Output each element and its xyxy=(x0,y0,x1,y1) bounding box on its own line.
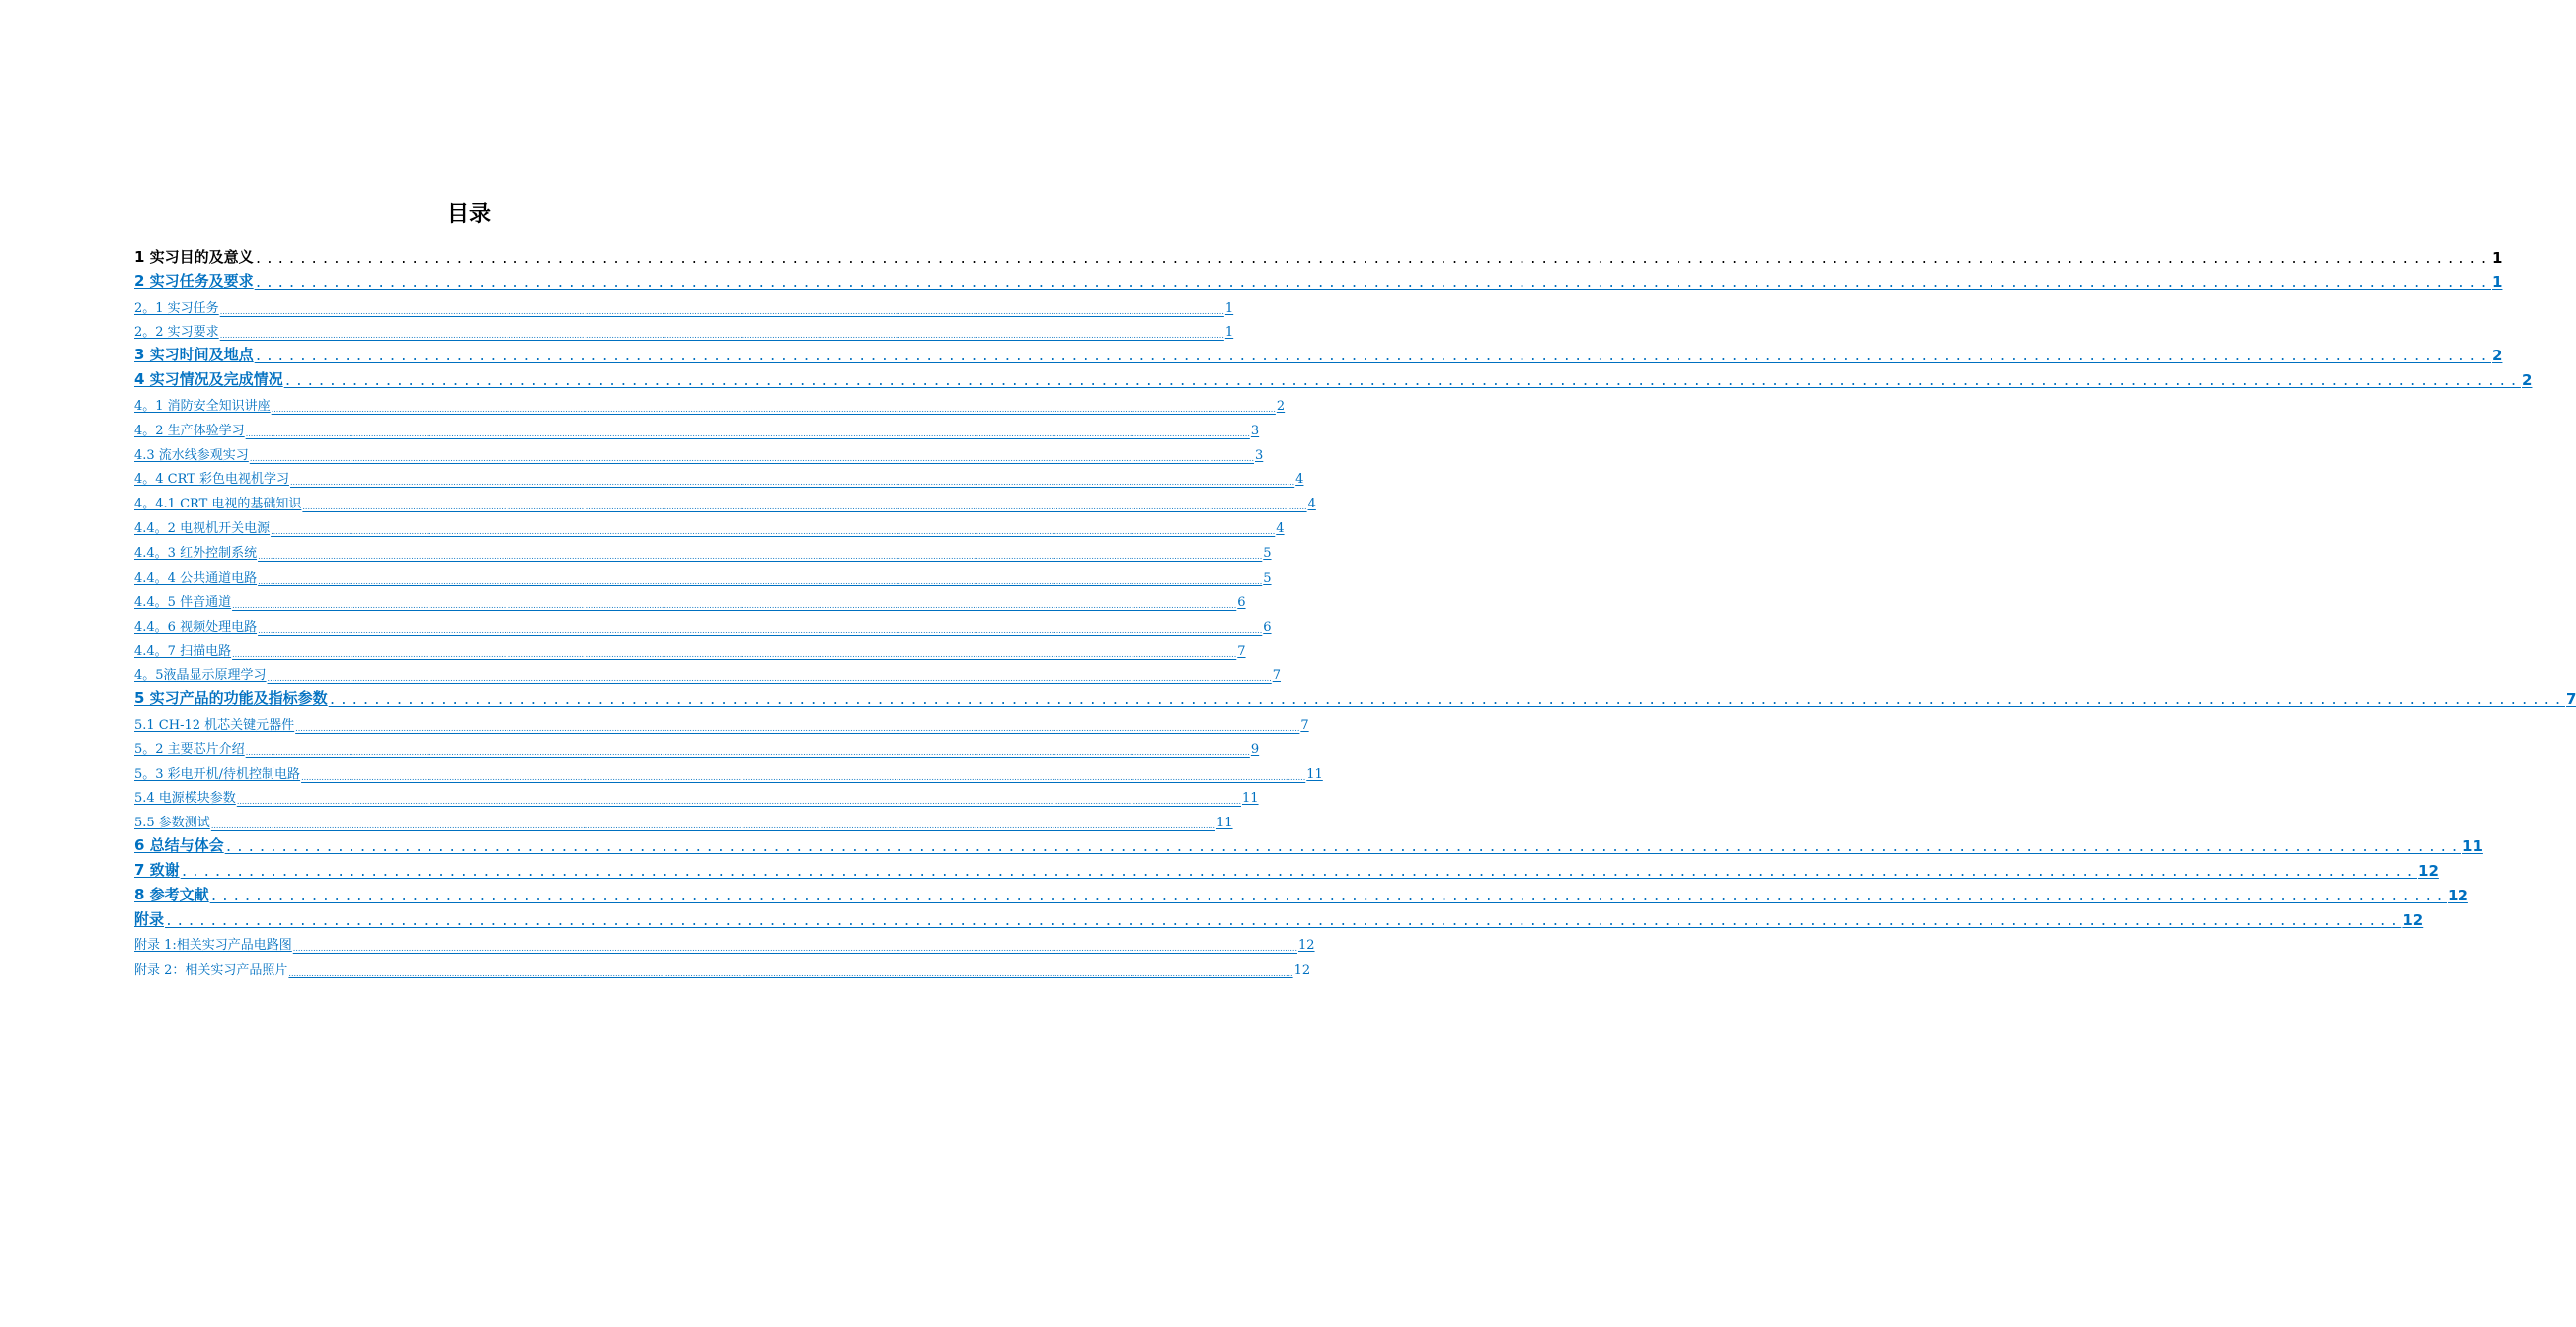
toc-entry[interactable] xyxy=(134,661,1282,685)
toc-dot-leader: ........................................................................................................................................................................................................ xyxy=(254,350,2492,365)
toc-page-number: 2 xyxy=(2522,371,2533,390)
toc-dot-leader: ........................................................................................................................................................................................................ xyxy=(254,275,2492,291)
toc-page-number: 1 xyxy=(2492,248,2503,267)
toc-entry[interactable] xyxy=(134,612,1272,637)
toc-dot-leader: ................................................................................................................................................................................................................................................................................................................................................................................................................ xyxy=(292,944,1297,954)
toc-entry[interactable] xyxy=(134,366,2533,391)
toc-entry[interactable] xyxy=(134,587,1246,612)
toc-entry-label: 1 实习目的及意义 xyxy=(134,247,254,266)
toc-page-number: 6 xyxy=(1263,619,1272,635)
toc-entry[interactable] xyxy=(134,293,1234,318)
toc-dot-leader: ........................................................................................................................................................................................................ xyxy=(224,840,2462,856)
toc-entry[interactable] xyxy=(134,489,1316,513)
toc-page-number: 4 xyxy=(1276,521,1285,537)
toc-dot-leader: ........................................................................................................................................................................................................ xyxy=(254,251,2492,267)
toc-dot-leader: ................................................................................................................................................................................................................................................................................................................................................................................................................ xyxy=(302,503,1307,512)
toc-entry-label: 附录 1:相关实习产品电路图 xyxy=(134,938,292,954)
toc-dot-leader: ................................................................................................................................................................................................................................................................................................................................................................................................................ xyxy=(232,650,1237,660)
toc-dot-leader: ................................................................................................................................................................................................................................................................................................................................................................................................................ xyxy=(219,331,1224,341)
toc-entry[interactable] xyxy=(134,759,1323,784)
toc-entry-label: 4.4。7 扫描电路 xyxy=(134,644,232,660)
toc-entry[interactable] xyxy=(134,955,1311,979)
page-title: 目录 xyxy=(446,202,491,227)
toc-entry[interactable] xyxy=(134,735,1260,759)
toc-entry-label: 4。4.1 CRT 电视的基础知识 xyxy=(134,497,302,512)
toc-page-number: 4 xyxy=(1295,472,1304,488)
toc-page-number: 1 xyxy=(1224,325,1234,341)
toc-page-number: 9 xyxy=(1250,742,1260,757)
toc-dot-leader: ................................................................................................................................................................................................................................................................................................................................................................................................................ xyxy=(258,576,1263,585)
toc-entry[interactable] xyxy=(134,318,1234,343)
toc-page-number: 12 xyxy=(2448,886,2468,904)
toc-entry-label: 4 实习情况及完成情况 xyxy=(134,370,283,389)
toc-dot-leader: ................................................................................................................................................................................................................................................................................................................................................................................................................ xyxy=(210,821,1215,831)
toc-page-number: 1 xyxy=(1224,300,1234,316)
toc-dot-leader: ........................................................................................................................................................................................................ xyxy=(209,889,2448,904)
toc-entry-label: 3 实习时间及地点 xyxy=(134,346,254,364)
toc-entry-label: 4。1 消防安全知识讲座 xyxy=(134,398,271,414)
toc-entry-label: 2。1 实习任务 xyxy=(134,300,219,316)
toc-dot-leader: ................................................................................................................................................................................................................................................................................................................................................................................................................ xyxy=(289,478,1295,488)
toc-dot-leader: ................................................................................................................................................................................................................................................................................................................................................................................................................ xyxy=(245,429,1250,438)
toc-entry-label: 5.4 电源模块参数 xyxy=(134,791,236,807)
toc-entry[interactable] xyxy=(134,931,1315,956)
toc-entry-label: 4。2 生产体验学习 xyxy=(134,423,245,438)
toc-entry[interactable] xyxy=(134,832,2483,857)
toc-entry-label: 附录 xyxy=(134,909,165,928)
toc-dot-leader: ................................................................................................................................................................................................................................................................................................................................................................................................................ xyxy=(271,527,1276,537)
toc-dot-leader: ................................................................................................................................................................................................................................................................................................................................................................................................................ xyxy=(288,969,1293,978)
toc-entry-label: 6 总结与体会 xyxy=(134,836,224,855)
toc-page-number: 11 xyxy=(1216,816,1233,831)
toc-entry[interactable] xyxy=(134,465,1304,490)
toc-entry-label: 4.4。4 公共通道电路 xyxy=(134,570,258,585)
toc-entry-label: 4.4。2 电视机开关电源 xyxy=(134,521,271,537)
toc-page-number: 11 xyxy=(1306,766,1323,782)
toc-entry-label: 附录 2：相关实习产品照片 xyxy=(134,963,288,978)
toc-entry[interactable] xyxy=(134,269,2503,293)
toc-page-number: 12 xyxy=(1293,963,1311,978)
toc-page-number: 6 xyxy=(1237,594,1246,610)
toc-entry[interactable] xyxy=(134,882,2468,906)
toc-page-number: 11 xyxy=(2462,837,2483,856)
toc-dot-leader: ................................................................................................................................................................................................................................................................................................................................................................................................................ xyxy=(249,453,1254,463)
toc-page-number: 7 xyxy=(2566,690,2576,709)
toc-entry[interactable] xyxy=(134,538,1272,563)
toc-page-number: 2 xyxy=(1276,398,1286,414)
toc-entry-label: 5。2 主要芯片介绍 xyxy=(134,742,245,757)
toc-entry-label: 2 实习任务及要求 xyxy=(134,272,254,290)
toc-entry-label: 4。5液晶显示原理学习 xyxy=(134,668,267,684)
toc-page-number: 12 xyxy=(1297,938,1315,954)
toc-dot-leader: ................................................................................................................................................................................................................................................................................................................................................................................................................ xyxy=(245,747,1250,757)
toc-dot-leader: ................................................................................................................................................................................................................................................................................................................................................................................................................ xyxy=(236,797,1241,807)
toc-page-number: 12 xyxy=(2402,910,2424,929)
toc-entry-label: 5.5 参数测试 xyxy=(134,816,210,831)
toc-page-number: 3 xyxy=(1255,447,1264,463)
toc-page-number: 7 xyxy=(1272,668,1282,684)
toc-entry-label: 4.4。5 伴音通道 xyxy=(134,594,232,610)
toc-entry[interactable] xyxy=(134,440,1264,465)
toc-entry-label: 8 参考文献 xyxy=(134,885,209,903)
toc-entry xyxy=(134,244,2503,269)
toc-dot-leader: ........................................................................................................................................................................................................ xyxy=(165,913,2402,929)
toc-entry-label: 5。3 彩电开机/待机控制电路 xyxy=(134,766,301,782)
toc-entry[interactable] xyxy=(134,857,2439,882)
toc-entry-label: 4。4 CRT 彩色电视机学习 xyxy=(134,472,289,488)
toc-dot-leader: ................................................................................................................................................................................................................................................................................................................................................................................................................ xyxy=(258,625,1263,635)
toc-dot-leader: ................................................................................................................................................................................................................................................................................................................................................................................................................ xyxy=(271,404,1276,414)
toc-dot-leader: ................................................................................................................................................................................................................................................................................................................................................................................................................ xyxy=(295,723,1300,733)
toc-page-number: 1 xyxy=(2492,273,2503,291)
toc-entry[interactable] xyxy=(134,391,1286,416)
toc-entry[interactable] xyxy=(134,784,1259,809)
toc-entry[interactable] xyxy=(134,416,1260,440)
toc-page-number: 3 xyxy=(1250,423,1260,438)
toc-dot-leader: ........................................................................................................................................................................................................ xyxy=(180,864,2418,880)
toc-page-number: 7 xyxy=(1237,644,1246,660)
toc-entry[interactable] xyxy=(134,513,1285,538)
toc-dot-leader: ................................................................................................................................................................................................................................................................................................................................................................................................................ xyxy=(219,306,1224,316)
toc-entry-label: 5.1 CH-12 机芯关键元器件 xyxy=(134,717,295,733)
toc-dot-leader: ................................................................................................................................................................................................................................................................................................................................................................................................................ xyxy=(258,551,1263,561)
toc-entry-label: 4.4。3 红外控制系统 xyxy=(134,545,258,561)
toc-dot-leader: ........................................................................................................................................................................................................ xyxy=(283,374,2522,390)
toc-page-number: 12 xyxy=(2418,861,2439,880)
toc-dot-leader: ................................................................................................................................................................................................................................................................................................................................................................................................................ xyxy=(301,772,1306,782)
toc-entry[interactable] xyxy=(134,637,1246,662)
toc-entry[interactable] xyxy=(134,808,1233,832)
toc-entry-label: 4.4。6 视频处理电路 xyxy=(134,619,258,635)
toc-page-number: 4 xyxy=(1307,497,1316,512)
toc-dot-leader: ........................................................................................................................................................................................................ xyxy=(328,693,2566,709)
toc-entry[interactable] xyxy=(134,563,1272,587)
toc-page-number: 11 xyxy=(1242,791,1259,807)
toc-dot-leader: ................................................................................................................................................................................................................................................................................................................................................................................................................ xyxy=(232,600,1237,610)
toc-page-number: 2 xyxy=(2492,347,2503,365)
toc-entry[interactable] xyxy=(134,685,2576,710)
toc-entry-label: 2。2 实习要求 xyxy=(134,325,219,341)
toc-dot-leader: ................................................................................................................................................................................................................................................................................................................................................................................................................ xyxy=(267,674,1272,684)
toc-entry-label: 4.3 流水线参观实习 xyxy=(134,447,249,463)
toc-entry[interactable] xyxy=(134,906,2424,931)
toc-entry-label: 5 实习产品的功能及指标参数 xyxy=(134,689,328,708)
toc-entry[interactable] xyxy=(134,342,2503,366)
toc-page-number: 5 xyxy=(1263,570,1272,585)
toc-page-number: 7 xyxy=(1300,717,1309,733)
toc-page-number: 5 xyxy=(1263,545,1272,561)
toc-entry-label: 7 致谢 xyxy=(134,860,180,879)
table-of-contents xyxy=(134,244,2576,979)
toc-entry[interactable] xyxy=(134,710,1309,735)
